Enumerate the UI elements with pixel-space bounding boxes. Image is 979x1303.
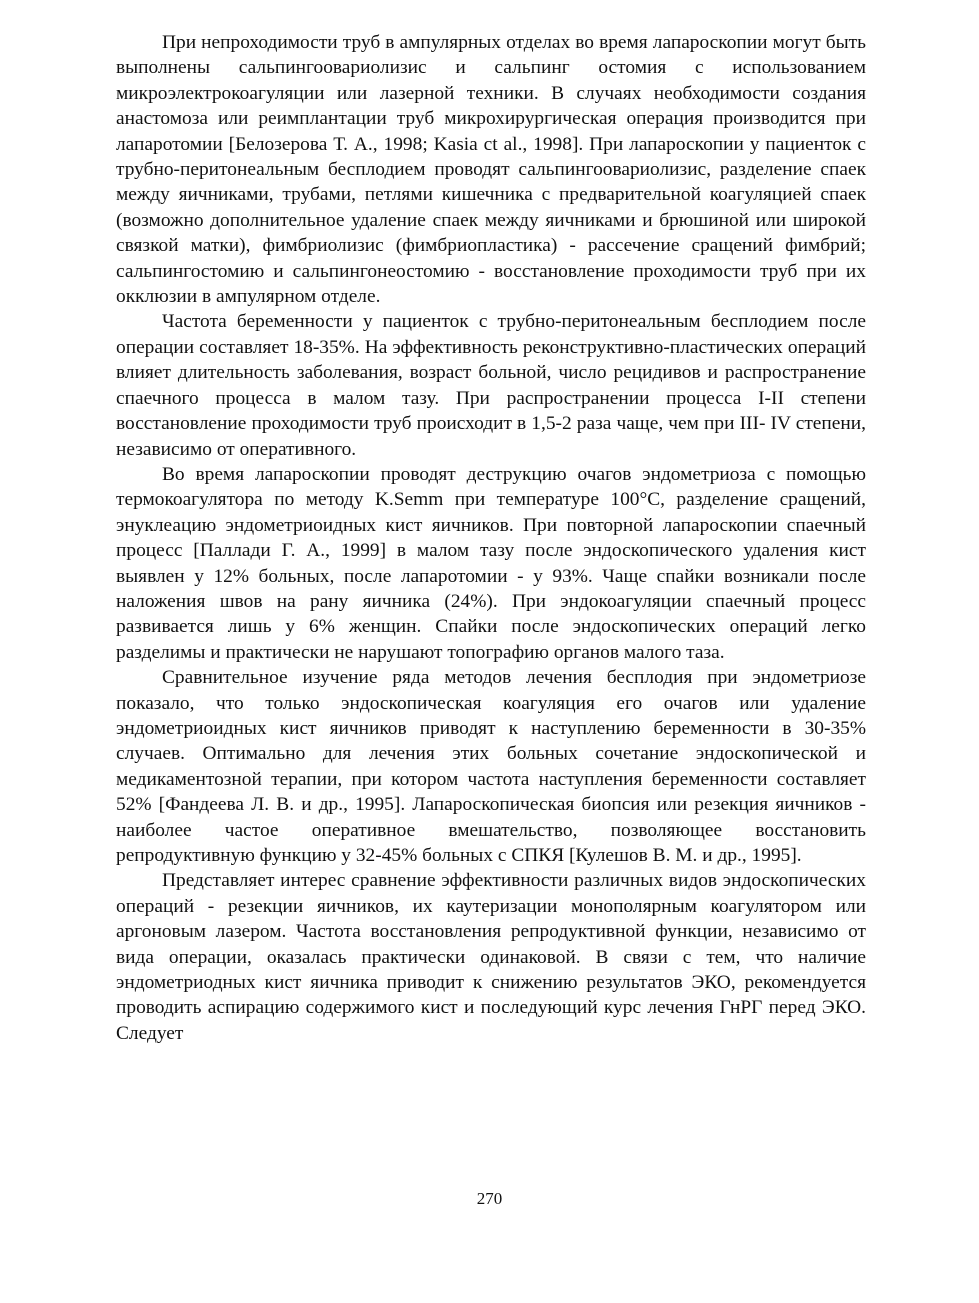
paragraph-5: Представляет интерес сравнение эффективности различных видов эндоскопических операций - резекции яичников, их каутеризации монополярным коагулятором или аргоновым лазером. Частота восстановления репродуктивной функции, независимо от вида операции, оказалась практически одинаковой. В связи с тем, что наличие эндометриодных кист яичника приводит к снижению результатов ЭКО, рекомендуется проводить аспирацию содержимого кист и последующий курс лечения ГнРГ перед ЭКО. Следует xyxy=(116,870,866,1044)
paragraph-4: Сравнительное изучение ряда методов лечения бесплодия при эндометриозе показало, что только эндоскопическая коагуляция его очагов или удаление эндометриоидных кист яичников приводят к наступлению беременности в 30-35% случаев. Оптимально для лечения этих больных сочетание эндоскопической и медикаментозной терапии, при котором частота наступления беременности составляет 52% [Фандеева Л. В. и др., 1995]. Лапароскопическая биопсия или резекция яичников - наиболее частое оперативное вмешательство, позволяющее восстановить репродуктивную функцию у 32-45% больных с СПКЯ [Кулешов В. М. и др., 1995]. xyxy=(116,667,866,866)
page-body xyxy=(116,30,866,1046)
paragraph-1: При непроходимости труб в ампулярных отделах во время лапароскопии могут быть выполнены сальпингоовариолизис и сальпинг остомия с использованием микроэлектрокоагуляции или лазерной техники. В случаях необходимости создания анастомоза или реимплантации труб микрохирургическая операция производится при лапаротомии [Белозерова Т. А., 1998; Kasia ct al., 1998]. При лапароскопии у пациенток с трубно-перитонеальным бесплодием проводят сальпингоовариолизис, разделение спаек между яичниками, трубами, петлями кишечника с предварительной коагуляцией спаек (возможно дополнительное удаление спаек между яичниками и брюшиной или широкой связкой матки), фимбриолизис (фимбриопластика) - рассечение сращений фимбрий; сальпингостомию и сальпингонеостомию - восстановление проходимости труб при их окклюзии в ампулярном отделе. xyxy=(116,32,866,308)
paragraph-2: Частота беременности у пациенток с трубно-перитонеальным бесплодием после операции составляет 18-35%. На эффективность реконструктивно-пластических операций влияет длительность заболевания, возраст больной, число рецидивов и распространение спаечного процесса в малом тазу. При распространении процесса I-II степени восстановление проходимости труб происходит в 1,5-2 раза чаще, чем при III- IV степени, независимо от оперативного. xyxy=(116,311,866,460)
page-number: 270 xyxy=(476,1189,503,1208)
paragraph-3: Во время лапароскопии проводят деструкцию очагов эндометриоза с помощью термокоагулятора по методу K.Semm при температуре 100°С, разделение сращений, энуклеацию эндометриоидных кист яичников. При повторной лапароскопии спаечный процесс [Паллади Г. А., 1999] в малом тазу после эндоскопического удаления кист выявлен у 12% больных, после лапаротомии - у 93%. Чаще спайки возникали после наложения швов на рану яичника (24%). При эндокоагуляции спаечный процесс развивается лишь у 6% женщин. Спайки после эндоскопических операций легко разделимы и практически не нарушают топографию органов малого таза. xyxy=(116,463,866,663)
